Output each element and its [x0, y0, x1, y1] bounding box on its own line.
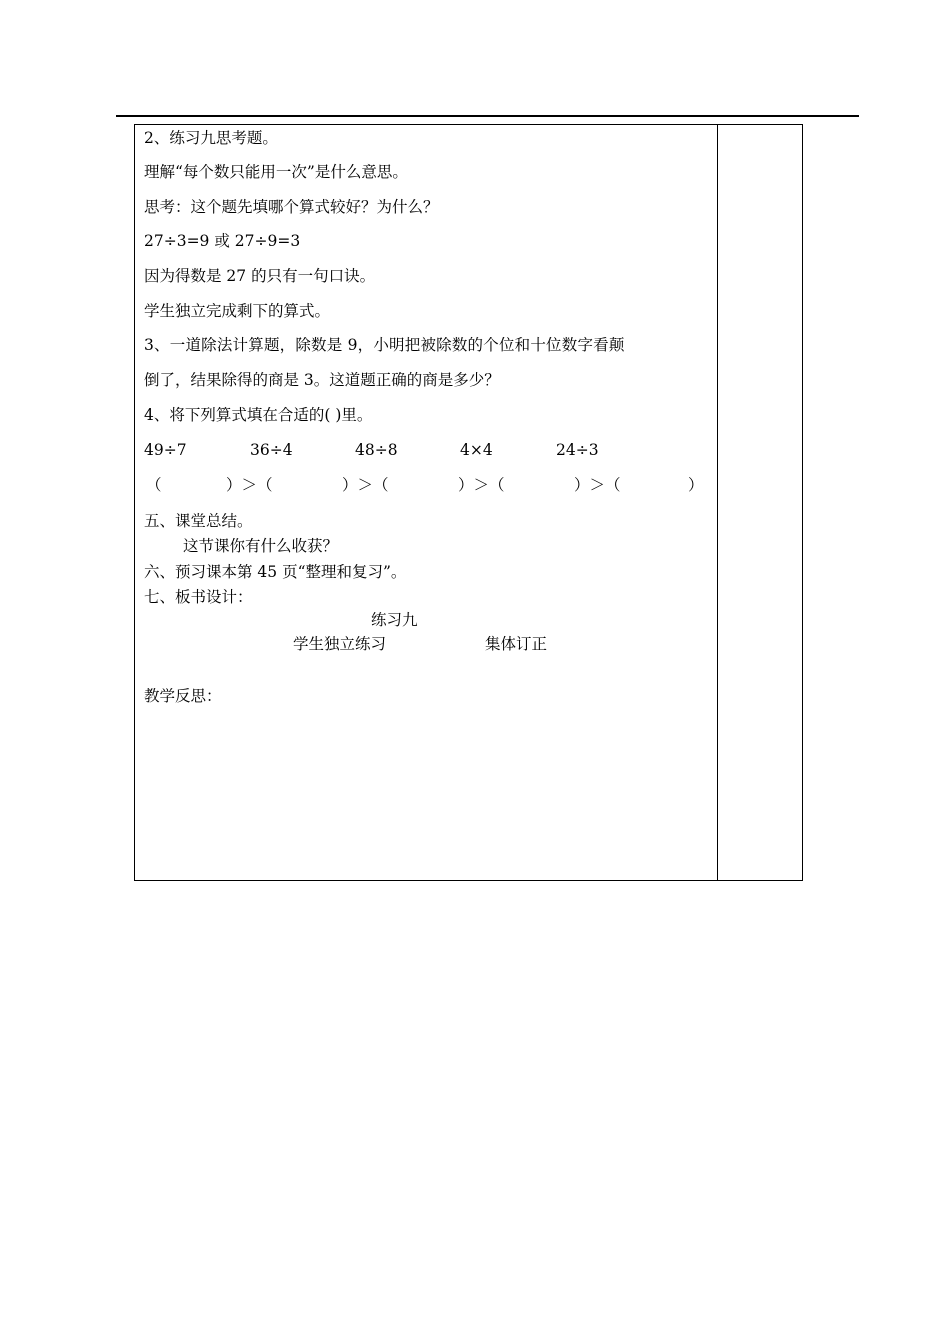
q2-title: 2、练习九思考题。 [144, 129, 278, 147]
header-rule [116, 115, 859, 117]
bracket-compare: ）＞（ [574, 476, 621, 494]
reflection-label: 教学反思： [144, 687, 222, 705]
expression: 36÷4 [250, 441, 293, 459]
s5-question: 这节课你有什么收获？ [183, 537, 339, 555]
bracket-compare: ）＞（ [458, 476, 505, 494]
q3-line1: 3、一道除法计算题，除数是 9，小明把被除数的个位和十位数字看颠 [144, 336, 625, 354]
q4-title: 4、将下列算式填在合适的( )里。 [144, 406, 373, 424]
q3-line2: 倒了，结果除得的商是 3。这道题正确的商是多少？ [144, 371, 500, 389]
s6-title: 六、预习课本第 45 页“整理和复习”。 [144, 563, 407, 581]
s7-title: 七、板书设计： [144, 588, 253, 606]
expression: 49÷7 [144, 441, 187, 459]
q2-think: 思考：这个题先填哪个算式较好？为什么？ [144, 198, 439, 216]
bracket-close: ） [688, 476, 704, 494]
q2-rest: 学生独立完成剩下的算式。 [144, 302, 331, 320]
q2-understand: 理解“每个数只能用一次”是什么意思。 [144, 163, 408, 181]
expression: 4×4 [460, 441, 493, 459]
expression: 24÷3 [556, 441, 599, 459]
bracket-compare: ）＞（ [342, 476, 389, 494]
q2-formula: 27÷3=9 或 27÷9=3 [144, 232, 301, 250]
expression: 48÷8 [355, 441, 398, 459]
table-column-divider [717, 124, 718, 881]
bracket-open: （ [146, 476, 162, 494]
board-right: 集体订正 [485, 635, 548, 653]
board-title: 练习九 [371, 611, 418, 629]
q2-reason: 因为得数是 27 的只有一句口诀。 [144, 267, 376, 285]
bracket-compare: ）＞（ [226, 476, 273, 494]
board-left: 学生独立练习 [293, 635, 387, 653]
s5-title: 五、课堂总结。 [144, 512, 253, 530]
